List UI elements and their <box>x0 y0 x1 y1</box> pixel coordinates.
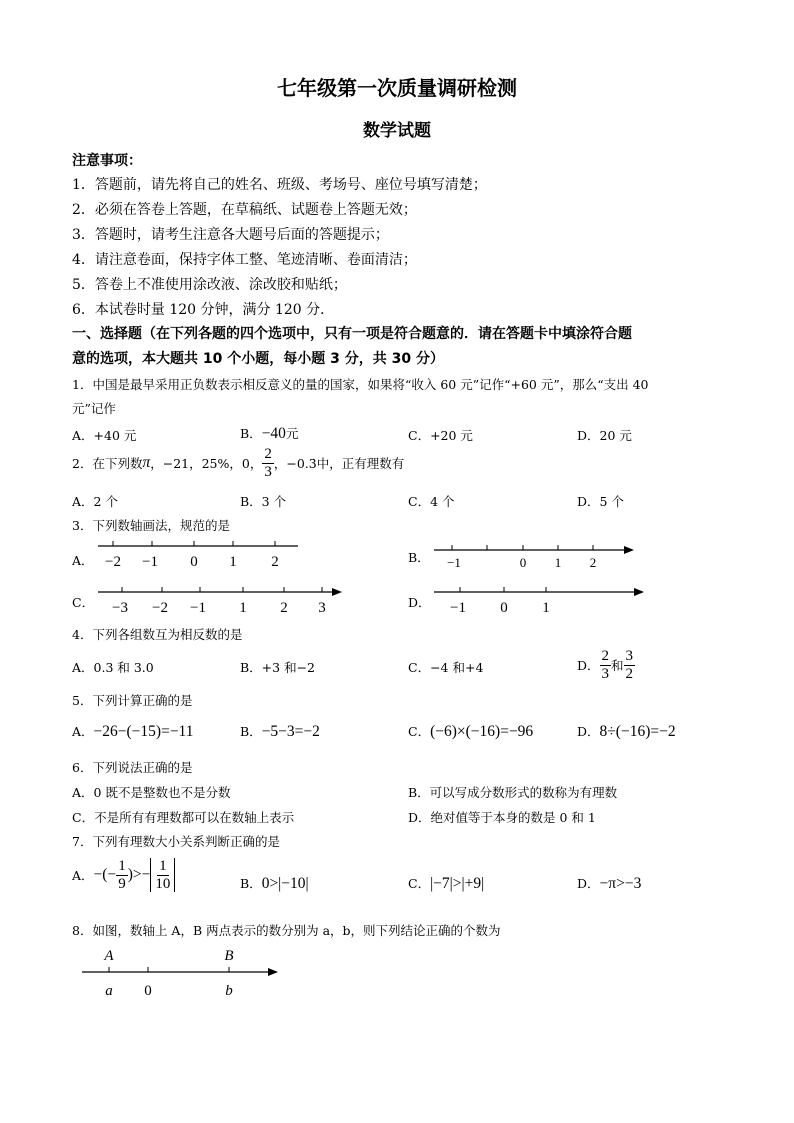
q1-option-b <box>240 424 298 443</box>
option-label: D． <box>577 658 600 673</box>
section-heading: 一、选择题（在下列各题的四个选项中，只有一项是符合题意的．请在答题卡中填涂符合题 <box>72 326 632 342</box>
repeating-decimal: ，−0.3̇ <box>273 456 317 471</box>
tick-label: −3 <box>112 600 128 616</box>
fraction-two-thirds <box>262 446 274 480</box>
q2-list: ，−21，25%，0， <box>150 456 263 471</box>
q6-option-d: D．绝对值等于本身的数是 0 和 1 <box>408 810 596 825</box>
q2-suffix: 中，正有理数有 <box>316 456 405 471</box>
q1-option-c: C．+20 元 <box>408 428 473 443</box>
option-value: −40 <box>261 425 286 442</box>
note-item: 1．答题前，请先将自己的姓名、班级、考场号、座位号填写清楚； <box>72 177 487 193</box>
fraction-denominator: 10 <box>155 875 171 892</box>
expression-part: −(− <box>93 866 117 883</box>
q1-option-d: D．20 元 <box>577 428 632 443</box>
tick-label: 1 <box>554 555 562 570</box>
note-item: 6．本试卷时量 120 分钟，满分 120 分． <box>72 302 335 318</box>
tick-label: 0 <box>144 983 152 999</box>
option-label: D． <box>577 724 600 739</box>
expression-part: )>− <box>127 866 151 883</box>
option-label: D． <box>577 876 600 891</box>
fraction-numerator: 2 <box>601 648 610 664</box>
fraction-numerator: 1 <box>159 858 167 874</box>
tick-label: 2 <box>280 600 288 616</box>
tick-label: 2 <box>589 555 597 570</box>
q5-option-b <box>240 722 320 741</box>
q2-option-b: B．3 个 <box>240 494 287 509</box>
tick-label: 0 <box>519 555 527 570</box>
option-unit: 元 <box>285 426 299 441</box>
question-3-stem: 3．下列数轴画法，规范的是 <box>72 518 230 533</box>
question-6-stem: 6．下列说法正确的是 <box>72 760 193 775</box>
tick-label: 0 <box>500 600 508 616</box>
question-8-stem: 8．如图，数轴上 A，B 两点表示的数分别为 a，b，则下列结论正确的个数为 <box>72 923 501 938</box>
tick-label: −1 <box>190 600 206 616</box>
fraction-denominator: 2 <box>625 665 634 682</box>
q2-prefix: 2．在下列数 <box>72 456 143 471</box>
pi-symbol: π <box>142 454 151 471</box>
q8-number-line <box>80 942 290 1004</box>
q2-option-c: C．4 个 <box>408 494 455 509</box>
note-item: 4．请注意卷面，保持字体工整、笔迹清晰、卷面清洁； <box>72 252 417 268</box>
tick-label: b <box>225 983 233 999</box>
and-text: 和 <box>611 658 624 673</box>
q5-option-c <box>408 722 533 741</box>
fraction-denominator: 3 <box>601 665 610 682</box>
fraction-denominator: 9 <box>118 875 126 892</box>
tick-label: −1 <box>447 555 461 570</box>
fraction <box>116 858 128 892</box>
q7-option-b <box>240 874 309 893</box>
fraction <box>153 858 172 892</box>
note-item: 5．答卷上不准使用涂改液、涂改胶和贴纸； <box>72 277 347 293</box>
q4-option-b: B．+3 和−2 <box>240 660 316 675</box>
expression: −26−(−15)=−11 <box>93 723 194 740</box>
point-label-a: A <box>104 948 114 964</box>
note-item: 3．答题时，请考生注意各大题号后面的答题提示； <box>72 227 389 243</box>
question-1-stem: 1．中国是最早采用正负数表示相反意义的量的国家，如果将“收入 60 元”记作“+60 元”，那么“支出 40 <box>72 377 649 392</box>
q6-option-b: B．可以写成分数形式的数称为有理数 <box>408 785 618 800</box>
option-label: B． <box>240 876 262 891</box>
expression: (−6)×(−16)=−96 <box>430 723 534 740</box>
q4-option-a: A．0.3 和 3.0 <box>72 660 154 675</box>
section-heading-cont: 意的选项，本大题共 10 个小题，每小题 3 分，共 30 分） <box>72 351 444 367</box>
arrow-head-icon <box>268 968 278 976</box>
tick-label: −2 <box>105 554 121 570</box>
question-1-stem-cont: 元”记作 <box>72 401 116 416</box>
arrow-head-icon <box>332 588 342 596</box>
q7-option-c <box>408 874 484 893</box>
expression: 8÷(−16)=−2 <box>599 723 676 740</box>
q2-option-a: A．2 个 <box>72 494 118 509</box>
q3-number-line-a <box>90 536 310 576</box>
fraction <box>624 648 636 682</box>
q3-option-a-label: A． <box>72 553 94 568</box>
q4-option-c: C．−4 和+4 <box>408 660 484 675</box>
q2-option-d: D．5 个 <box>577 494 624 509</box>
q3-number-line-c <box>92 580 352 616</box>
question-2-stem <box>72 446 404 480</box>
point-label-b: B <box>224 948 234 964</box>
notes-heading: 注意事项： <box>72 153 142 169</box>
q3-option-d-label: D． <box>408 595 431 610</box>
option-label: B． <box>240 724 262 739</box>
note-item: 2．必须在答卷上答题，在草稿纸、试题卷上答题无效； <box>72 202 417 218</box>
tick-label: 1 <box>542 600 550 616</box>
tick-label: −2 <box>152 600 168 616</box>
q6-option-c: C．不是所有有理数都可以在数轴上表示 <box>72 810 295 825</box>
q5-option-a <box>72 722 194 741</box>
tick-label: −1 <box>450 600 466 616</box>
tick-label: 3 <box>318 600 326 616</box>
tick-label: 2 <box>271 554 279 570</box>
expression: −π>−3 <box>599 875 642 892</box>
fraction-numerator: 3 <box>625 648 634 664</box>
tick-label: 1 <box>229 554 237 570</box>
expression: 0>|−10| <box>261 875 309 892</box>
tick-label: −1 <box>142 554 158 570</box>
fraction-denominator: 3 <box>264 463 272 480</box>
q7-option-d <box>577 874 641 893</box>
tick-label: 0 <box>190 554 198 570</box>
expression: −5−3=−2 <box>261 723 320 740</box>
q1-option-a: A．+40 元 <box>72 428 137 443</box>
tick-label: a <box>105 983 113 999</box>
page-title: 七年级第一次质量调研检测 <box>277 76 517 100</box>
fraction-numerator: 1 <box>118 858 126 874</box>
option-label: C． <box>408 724 431 739</box>
q3-number-line-d <box>430 580 650 616</box>
absolute-value <box>150 858 175 892</box>
arrow-head-icon <box>624 546 634 554</box>
question-4-stem: 4．下列各组数互为相反数的是 <box>72 627 243 642</box>
option-label: A． <box>72 724 94 739</box>
tick-label: 1 <box>239 600 247 616</box>
option-label: C． <box>408 876 431 891</box>
q4-option-d <box>577 648 635 682</box>
page-subtitle: 数学试题 <box>363 121 431 141</box>
q3-number-line-b <box>430 538 640 574</box>
arrow-head-icon <box>634 588 644 596</box>
expression: |−7|>|+9| <box>430 875 485 892</box>
q5-option-d <box>577 722 676 741</box>
question-5-stem: 5．下列计算正确的是 <box>72 693 193 708</box>
q3-option-b-label: B． <box>408 550 430 565</box>
option-label: B． <box>240 426 262 441</box>
question-7-stem: 7．下列有理数大小关系判断正确的是 <box>72 834 280 849</box>
option-label: A． <box>72 868 94 883</box>
q6-option-a: A．0 既不是整数也不是分数 <box>72 785 231 800</box>
q3-option-c-label: C． <box>72 595 95 610</box>
q7-option-a <box>72 858 175 892</box>
fraction <box>600 648 612 682</box>
fraction-numerator: 2 <box>264 446 272 462</box>
